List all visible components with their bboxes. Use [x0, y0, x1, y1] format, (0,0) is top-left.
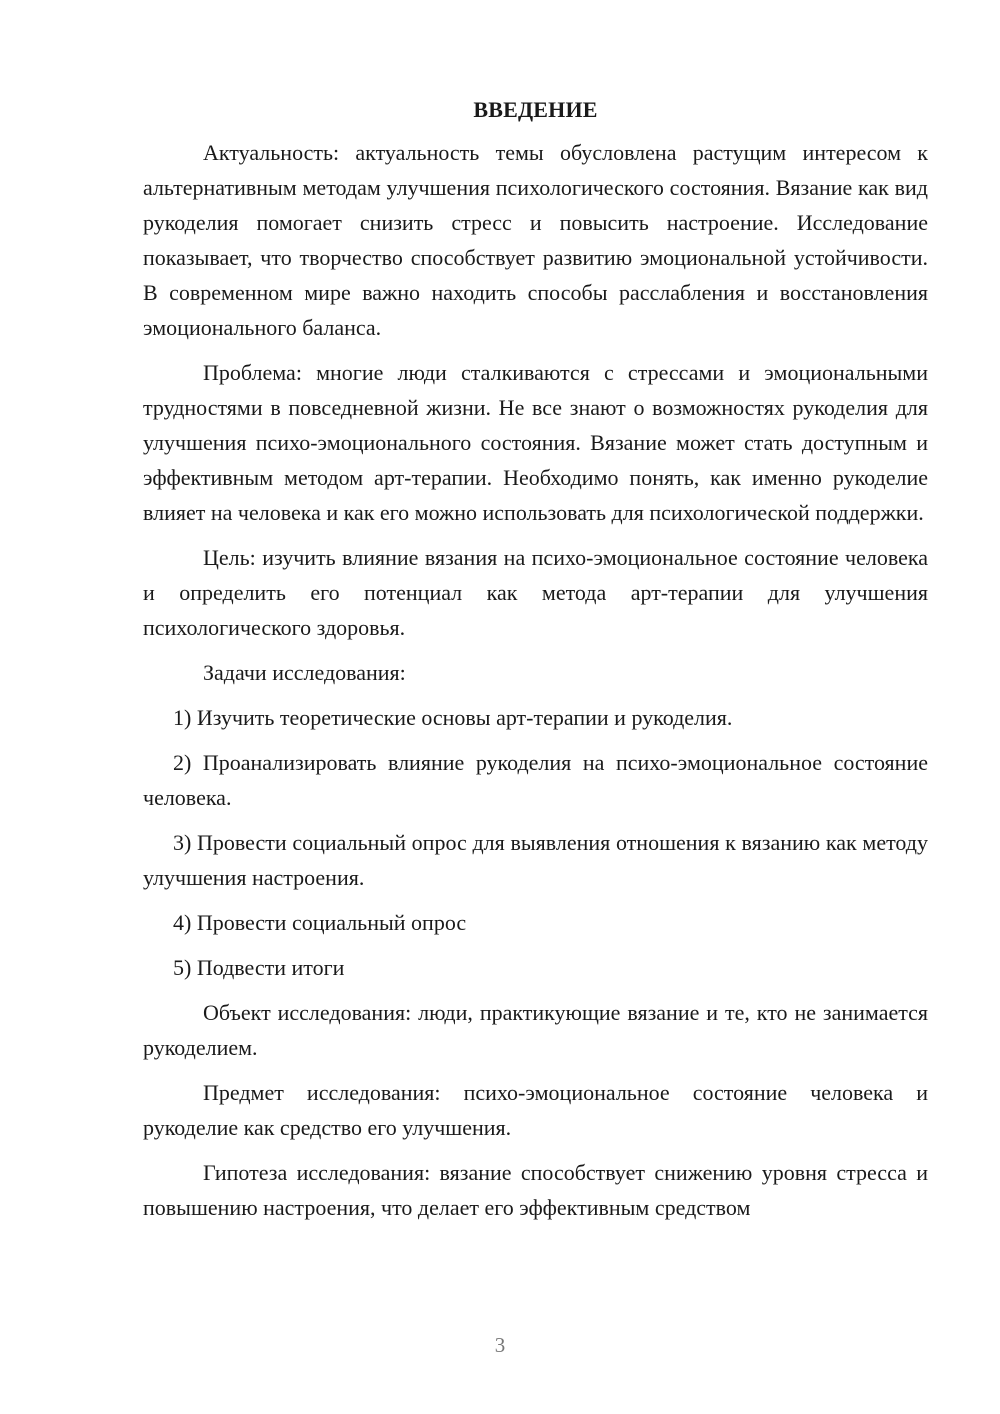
task-item-4: 4) Провести социальный опрос: [173, 910, 467, 935]
task-item-5: 5) Подвести итоги: [173, 955, 345, 980]
tasks-heading: Задачи исследования:: [203, 660, 406, 685]
paragraph-subject: Предмет исследования: психо-эмоциональное состояние человека и рукоделие как средство его улучшения.: [143, 1080, 928, 1140]
page-content: [143, 95, 928, 1235]
paragraph-relevance: Актуальность: актуальность темы обусловлена растущим интересом к альтернативным методам улучшения психологического состояния. Вязание как вид рукоделия помогает снизить стресс и повысить настроение. Исследование показывает, что творчество способствует развитию эмоциональной устойчивости. В современном мире важно находить способы расслабления и восстановления эмоционального баланса.: [143, 140, 928, 340]
task-item-2: 2) Проанализировать влияние рукоделия на психо-эмоциональное состояние человека.: [143, 750, 928, 810]
task-item-3: 3) Провести социальный опрос для выявления отношения к вязанию как методу улучшения настроения.: [143, 830, 928, 890]
page-number: 3: [494, 1333, 506, 1357]
section-title: ВВЕДЕНИЕ: [473, 97, 598, 122]
paragraph-goal: Цель: изучить влияние вязания на психо-эмоциональное состояние человека и определить его потенциал как метода арт-терапии для улучшения психологического здоровья.: [143, 545, 928, 640]
paragraph-object: Объект исследования: люди, практикующие вязание и те, кто не занимается рукоделием.: [143, 1000, 928, 1060]
paragraph-problem: Проблема: многие люди сталкиваются с стрессами и эмоциональными трудностями в повседневной жизни. Не все знают о возможностях рукоделия для улучшения психо-эмоционального состояния. Вязание может стать доступным и эффективным методом арт-терапии. Необходимо понять, как именно рукоделие влияет на человека и как его можно использовать для психологической поддержки.: [143, 360, 928, 525]
task-item-1: 1) Изучить теоретические основы арт-терапии и рукоделия.: [173, 705, 733, 730]
paragraph-hypothesis: Гипотеза исследования: вязание способствует снижению уровня стресса и повышению настроения, что делает его эффективным средством: [143, 1160, 928, 1220]
